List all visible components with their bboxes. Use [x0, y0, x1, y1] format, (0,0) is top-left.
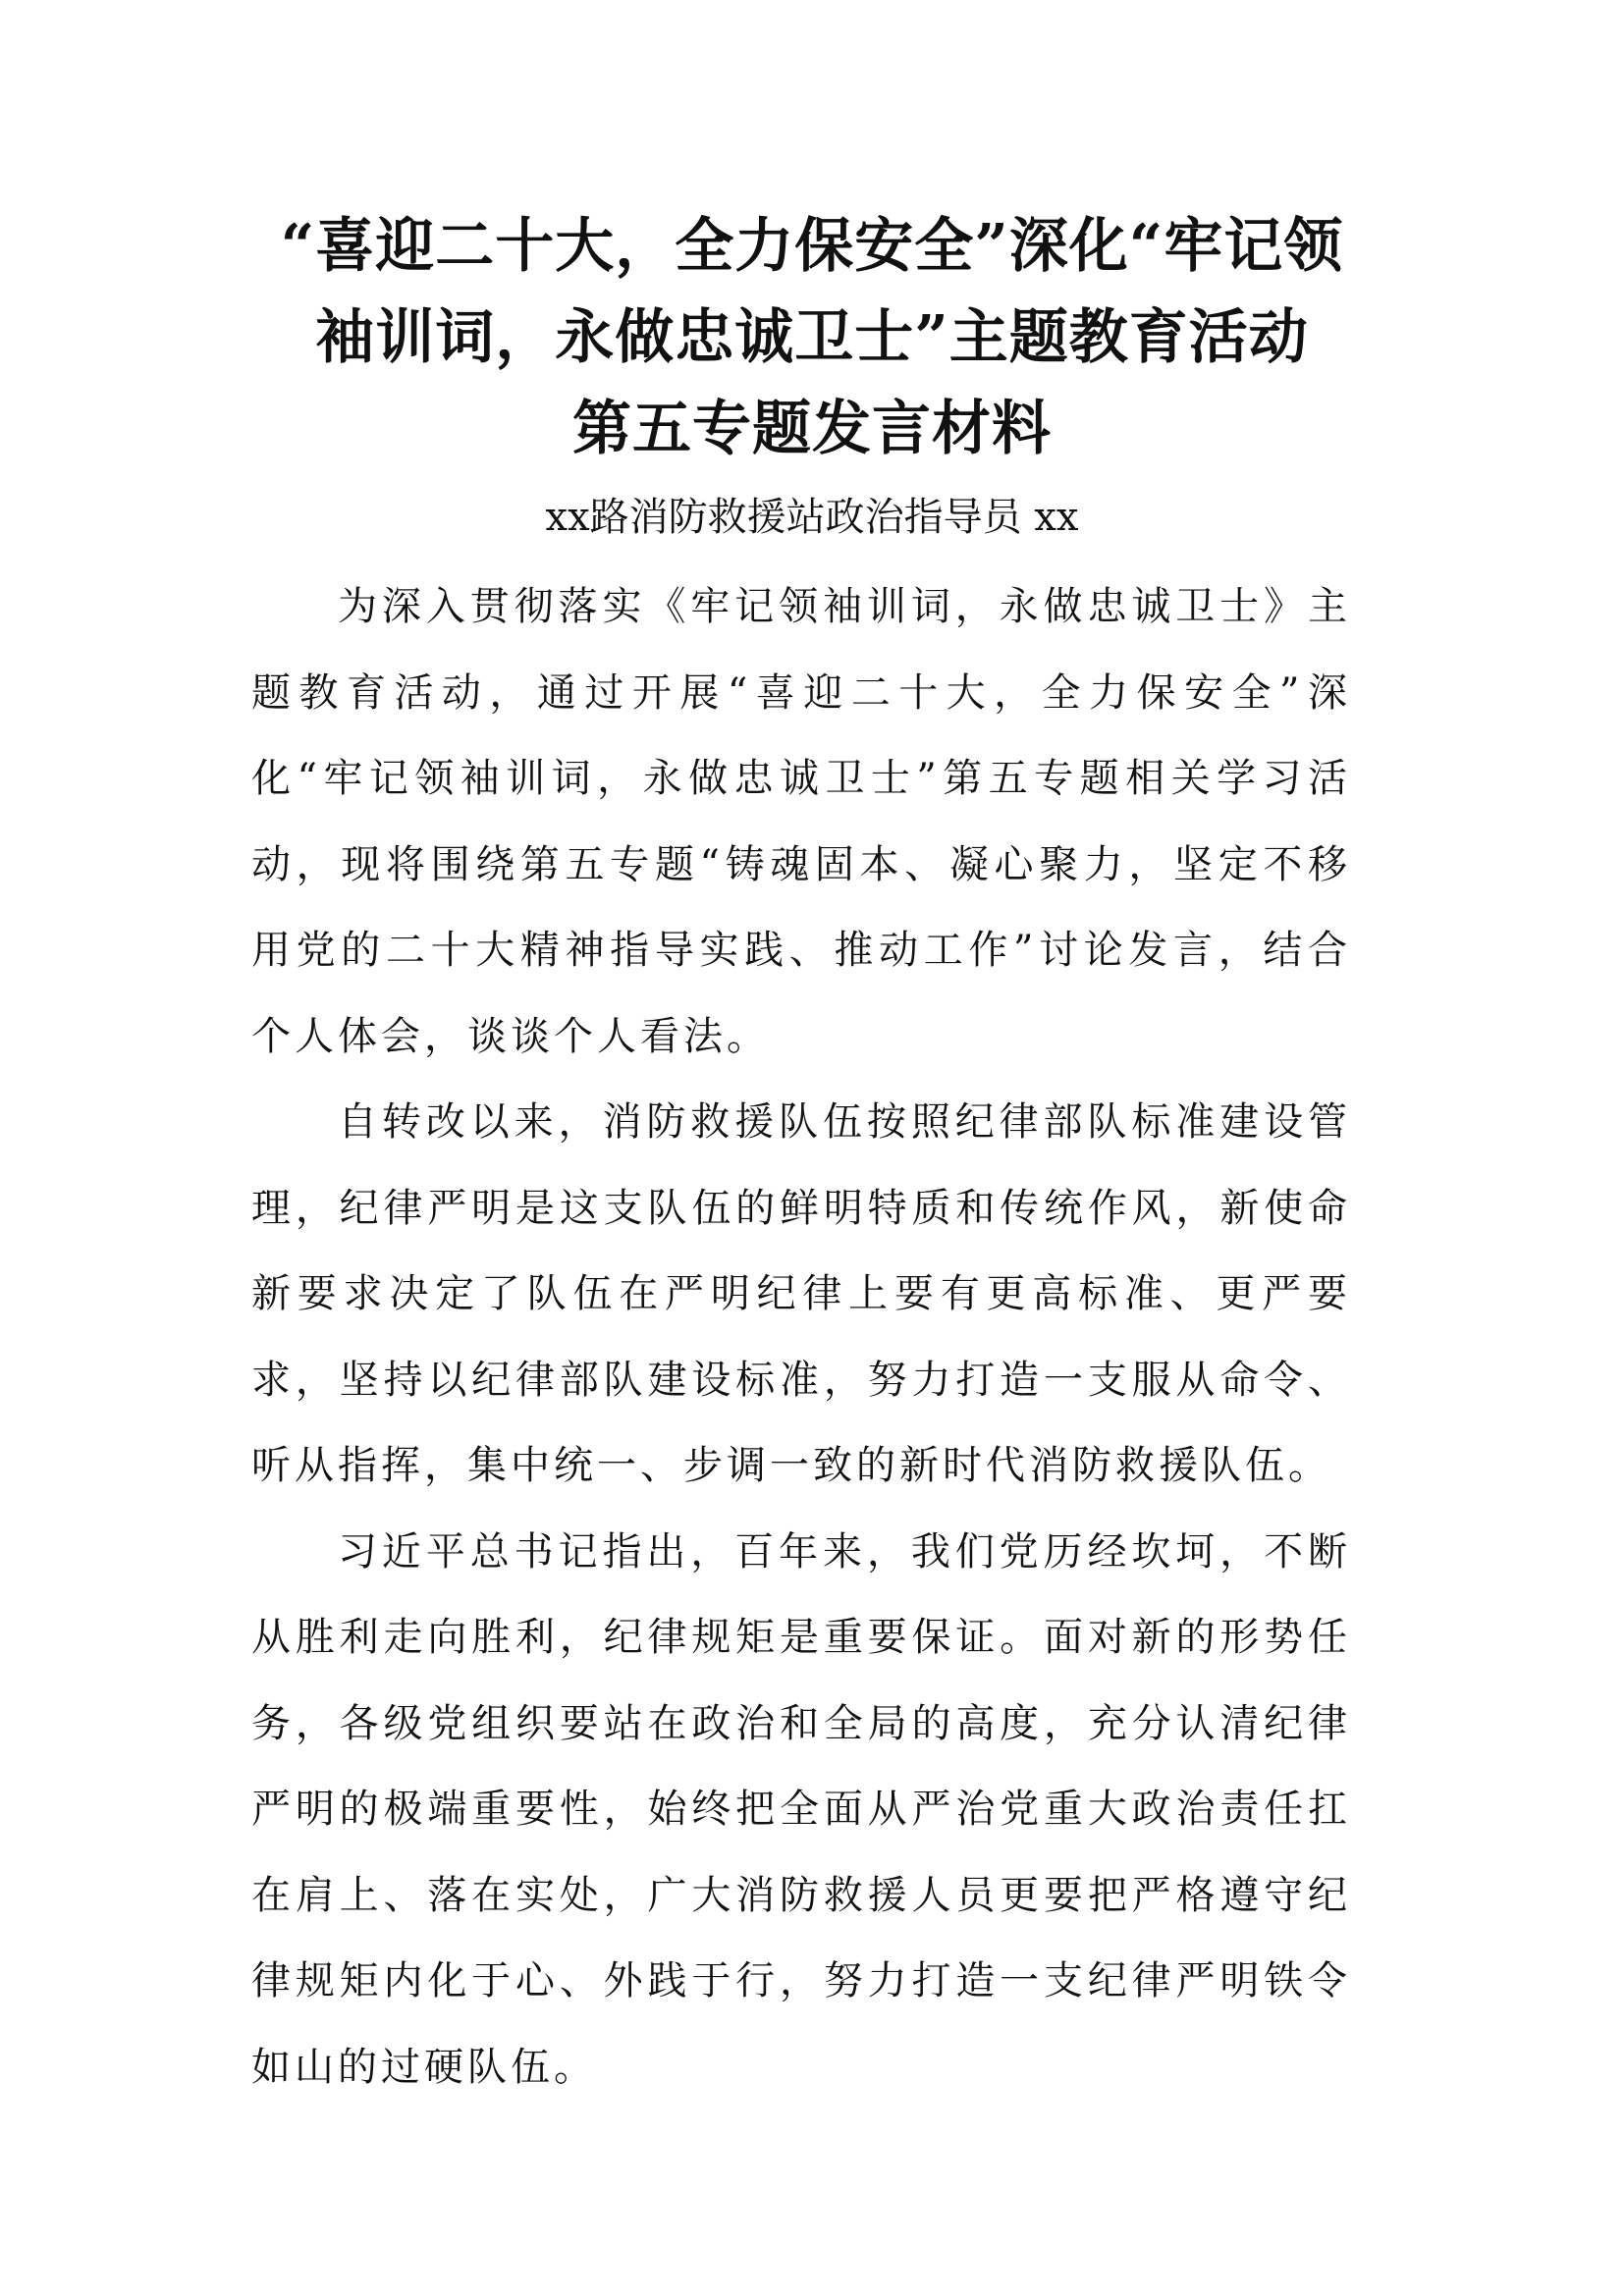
title-line-2: 袖训词，永做忠诚卫士”主题教育活动	[315, 303, 1309, 372]
title-line-3: 第五专题发言材料	[572, 395, 1052, 463]
paragraph-2: 自转改以来，消防救援队伍按照纪律部队标准建设管理，纪律严明是这支队伍的鲜明特质和传统作风，新使命新要求决定了队伍在严明纪律上要有更高标准、更严要求，坚持以纪律部队建设标准，努力打造一支服从命令、听从指挥，集中统一、步调一致的新时代消防救援队伍。	[251, 1099, 1351, 1488]
document-body	[251, 564, 1351, 2110]
paragraph-1: 为深入贯彻落实《牢记领袖训词，永做忠诚卫士》主题教育活动，通过开展“喜迎二十大，全力保安全”深化“牢记领袖训词，永做忠诚卫士”第五专题相关学习活动，现将围绕第五专题“铸魂固本、凝心聚力，坚定不移用党的二十大精神指导实践、推动工作”讨论发言，结合个人体会，谈谈个人看法。	[251, 584, 1351, 1059]
paragraph-3: 习近平总书记指出，百年来，我们党历经坎坷，不断从胜利走向胜利，纪律规矩是重要保证。面对新的形势任务，各级党组织要站在政治和全局的高度，充分认清纪律严明的极端重要性，始终把全面从严治党重大政治责任扛在肩上、落在实处，广大消防救援人员更要把严格遵守纪律规矩内化于心、外践于行，努力打造一支纪律严明铁令如山的过硬队伍。	[251, 1528, 1351, 2090]
document-title	[196, 201, 1428, 475]
title-line-1: “喜迎二十大，全力保安全”深化“牢记领	[280, 212, 1344, 281]
author-line: xx路消防救援站政治指导员 xx	[545, 495, 1079, 540]
